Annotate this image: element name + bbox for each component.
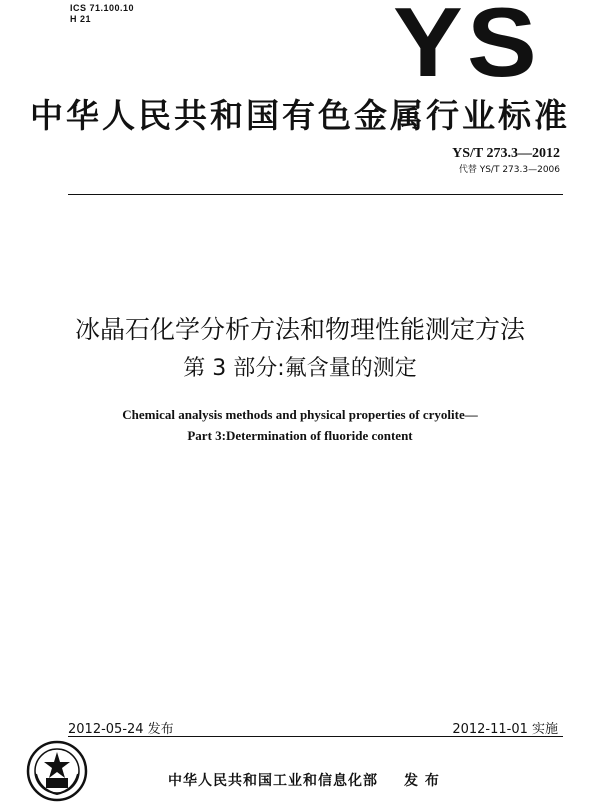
ys-logo-text: YS — [393, 0, 541, 82]
ccs-code: H 21 — [70, 14, 92, 24]
classification-codes — [70, 3, 134, 25]
title-english-line1: Chemical analysis methods and physical properties of cryolite— — [122, 407, 478, 422]
national-emblem-seal — [26, 740, 88, 802]
standard-number: YS/T 273.3—2012 — [452, 146, 560, 161]
title-chinese-line1: 冰晶石化学分析方法和物理性能测定方法 — [74, 315, 525, 344]
standard-body-title: 中华人民共和国有色金属行业标准 — [30, 96, 570, 135]
ics-code: ICS 71.100.10 — [70, 3, 135, 13]
publisher-name: 中华人民共和国工业和信息化部 — [168, 773, 378, 789]
publisher-line — [168, 770, 440, 790]
implementation-date: 2012-11-01 实施 — [452, 722, 558, 737]
replaces-standard: 代替 YS/T 273.3—2006 — [458, 165, 560, 175]
title-chinese-line2: 第 3 部分:氟含量的测定 — [183, 356, 417, 381]
title-english-line2: Part 3:Determination of fluoride content — [187, 428, 413, 443]
publish-label: 发 布 — [404, 773, 440, 789]
ys-logo — [392, 0, 542, 82]
issue-date: 2012-05-24 发布 — [68, 722, 174, 737]
bottom-divider — [68, 736, 563, 737]
top-divider — [68, 194, 563, 195]
